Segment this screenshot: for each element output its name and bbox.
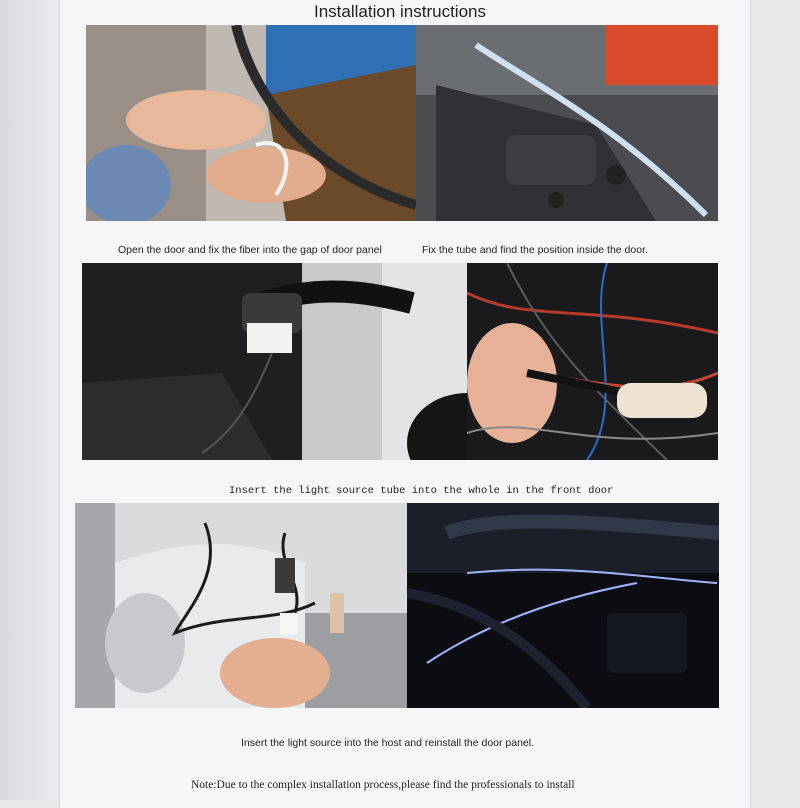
photo-step-1-hands-fiber xyxy=(86,25,416,221)
photo-step-3-door-grommet xyxy=(82,263,467,460)
photo-step-6-ambient-light xyxy=(407,503,719,708)
installation-note: Note:Due to the complex installation process,please find the professionals to install xyxy=(191,779,575,791)
caption-step-3: Insert the light source tube into the whole in the front door xyxy=(229,485,614,497)
page-edge-shadow xyxy=(0,0,60,800)
caption-step-1: Open the door and fix the fiber into the gap of door panel xyxy=(118,244,382,256)
photo-step-4-wiring-connector xyxy=(467,263,718,460)
photo-step-5-door-wiring xyxy=(75,503,407,708)
page-title: Installation instructions xyxy=(314,2,486,21)
photo-step-2-door-panel xyxy=(416,25,718,221)
caption-step-4: Insert the light source into the host and reinstall the door panel. xyxy=(241,737,535,749)
caption-step-2: Fix the tube and find the position inside the door. xyxy=(422,244,648,256)
